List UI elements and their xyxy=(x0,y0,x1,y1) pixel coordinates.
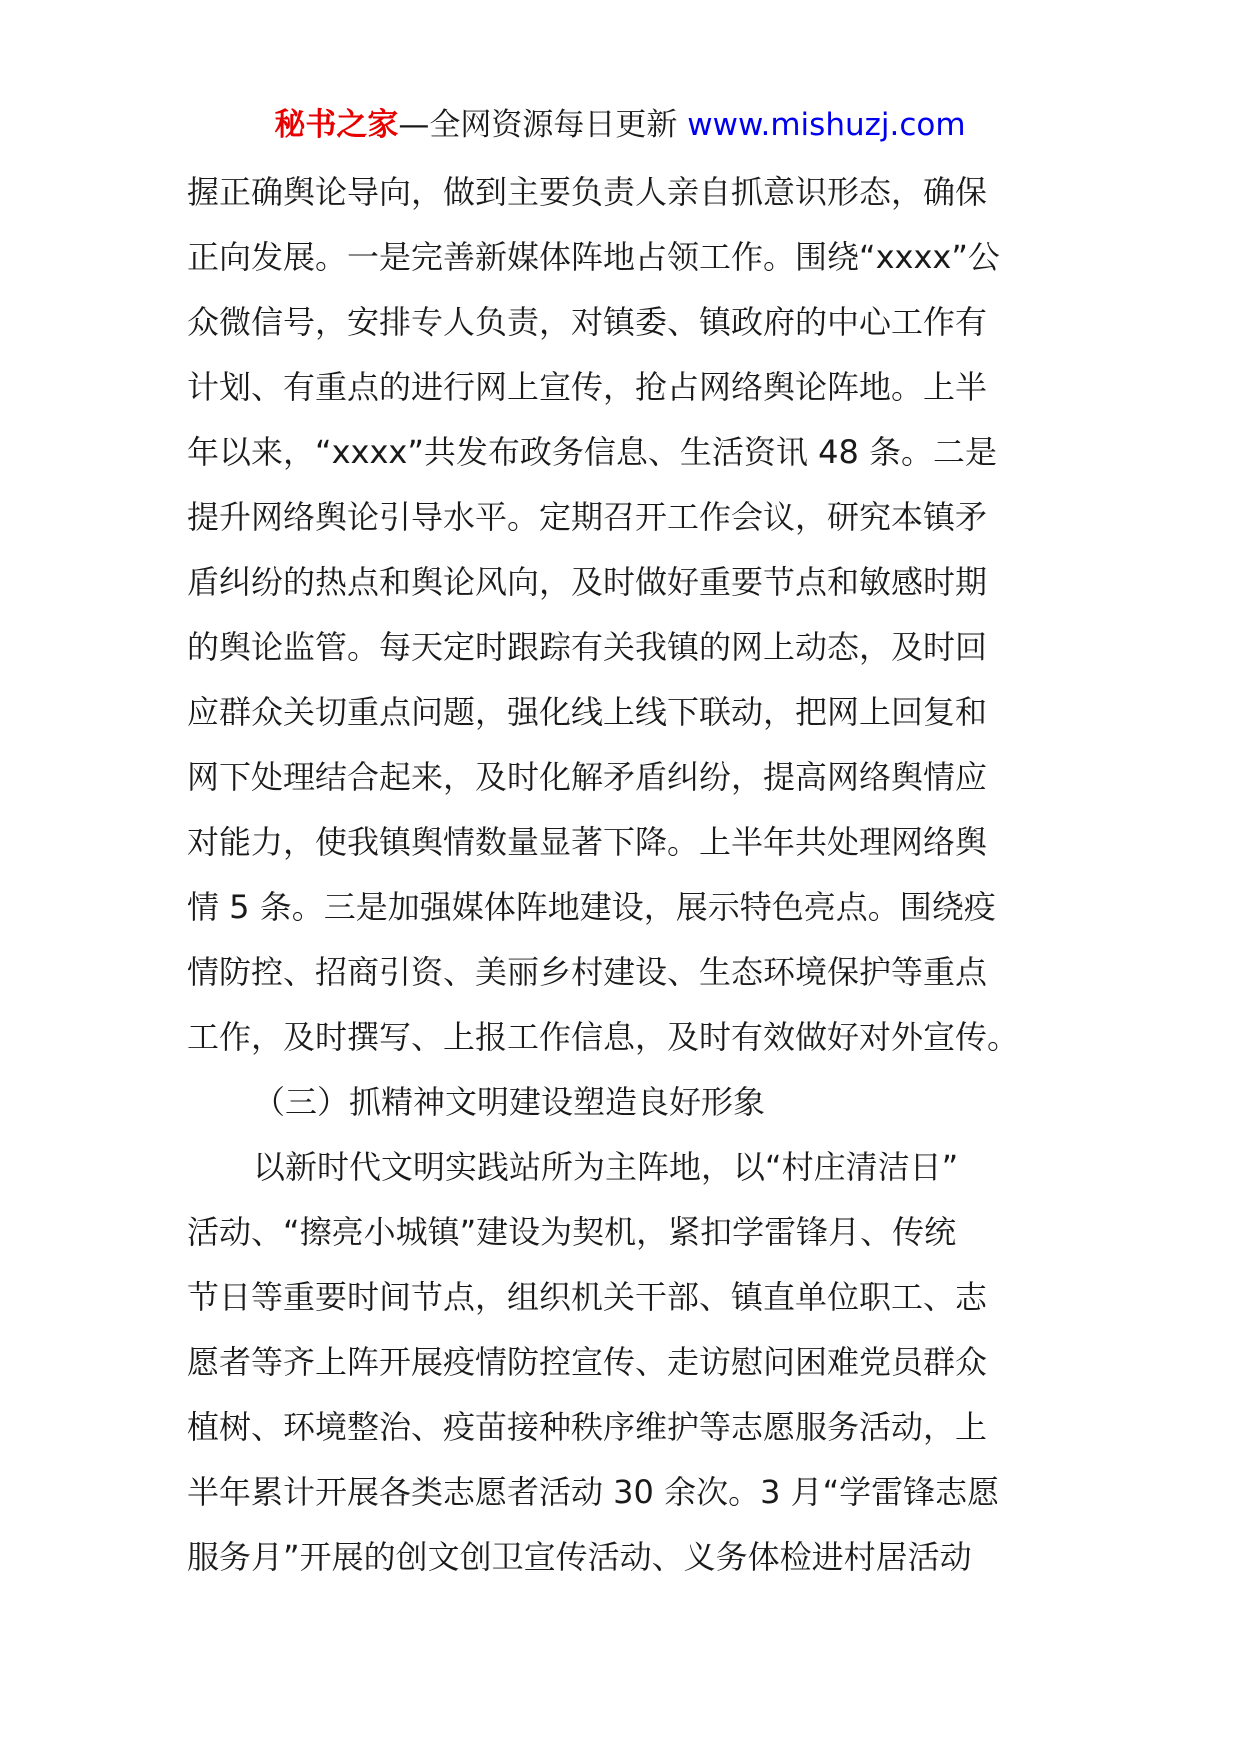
paragraph-line: 服务月”开展的创文创卫宣传活动、义务体检进村居活动 xyxy=(187,1538,972,1576)
paragraph-line: 网下处理结合起来，及时化解矛盾纠纷，提高网络舆情应 xyxy=(187,758,988,796)
paragraph-line: 节日等重要时间节点，组织机关干部、镇直单位职工、志 xyxy=(187,1278,988,1316)
paragraph-line: 情防控、招商引资、美丽乡村建设、生态环境保护等重点 xyxy=(187,953,988,991)
paragraph-line: 年以来，“xxxx”共发布政务信息、生活资讯 48 条。二是 xyxy=(187,433,997,471)
paragraph-line: 情 5 条。三是加强媒体阵地建设，展示特色亮点。围绕疫 xyxy=(187,888,996,926)
paragraph-line: 的舆论监管。每天定时跟踪有关我镇的网上动态，及时回 xyxy=(187,628,988,666)
paragraph-line: 计划、有重点的进行网上宣传，抢占网络舆论阵地。上半 xyxy=(187,368,988,406)
paragraph-line: 对能力，使我镇舆情数量显著下降。上半年共处理网络舆 xyxy=(187,823,988,861)
paragraph-line: 应群众关切重点问题，强化线上线下联动，把网上回复和 xyxy=(187,693,988,731)
section-heading: （三）抓精神文明建设塑造良好形象 xyxy=(253,1083,766,1121)
document-body xyxy=(187,160,1053,1590)
paragraph-line: 正向发展。一是完善新媒体阵地占领工作。围绕“xxxx”公 xyxy=(187,238,1000,276)
header-tagline: —全网资源每日更新 xyxy=(398,107,678,143)
paragraph-line: 工作，及时撰写、上报工作信息，及时有效做好对外宣传。 xyxy=(187,1018,1020,1056)
paragraph-line: 握正确舆论导向，做到主要负责人亲自抓意识形态，确保 xyxy=(187,173,988,211)
paragraph-line: 提升网络舆论引导水平。定期召开工作会议，研究本镇矛 xyxy=(187,498,988,536)
page-header xyxy=(0,100,1240,150)
paragraph-line: 活动、“擦亮小城镇”建设为契机，紧扣学雷锋月、传统 xyxy=(187,1213,957,1251)
paragraph-line: 植树、环境整治、疫苗接种秩序维护等志愿服务活动，上 xyxy=(187,1408,988,1446)
brand-name: 秘书之家 xyxy=(274,107,399,143)
paragraph-line: 以新时代文明实践站所为主阵地，以“村庄清洁日” xyxy=(253,1148,959,1186)
paragraph-line: 众微信号，安排专人负责，对镇委、镇政府的中心工作有 xyxy=(187,303,988,341)
paragraph-line: 半年累计开展各类志愿者活动 30 余次。3 月“学雷锋志愿 xyxy=(187,1473,1000,1511)
site-url-link[interactable]: www.mishuzj.com xyxy=(687,107,966,143)
paragraph-line: 盾纠纷的热点和舆论风向，及时做好重要节点和敏感时期 xyxy=(187,563,988,601)
paragraph-line: 愿者等齐上阵开展疫情防控宣传、走访慰问困难党员群众 xyxy=(187,1343,988,1381)
